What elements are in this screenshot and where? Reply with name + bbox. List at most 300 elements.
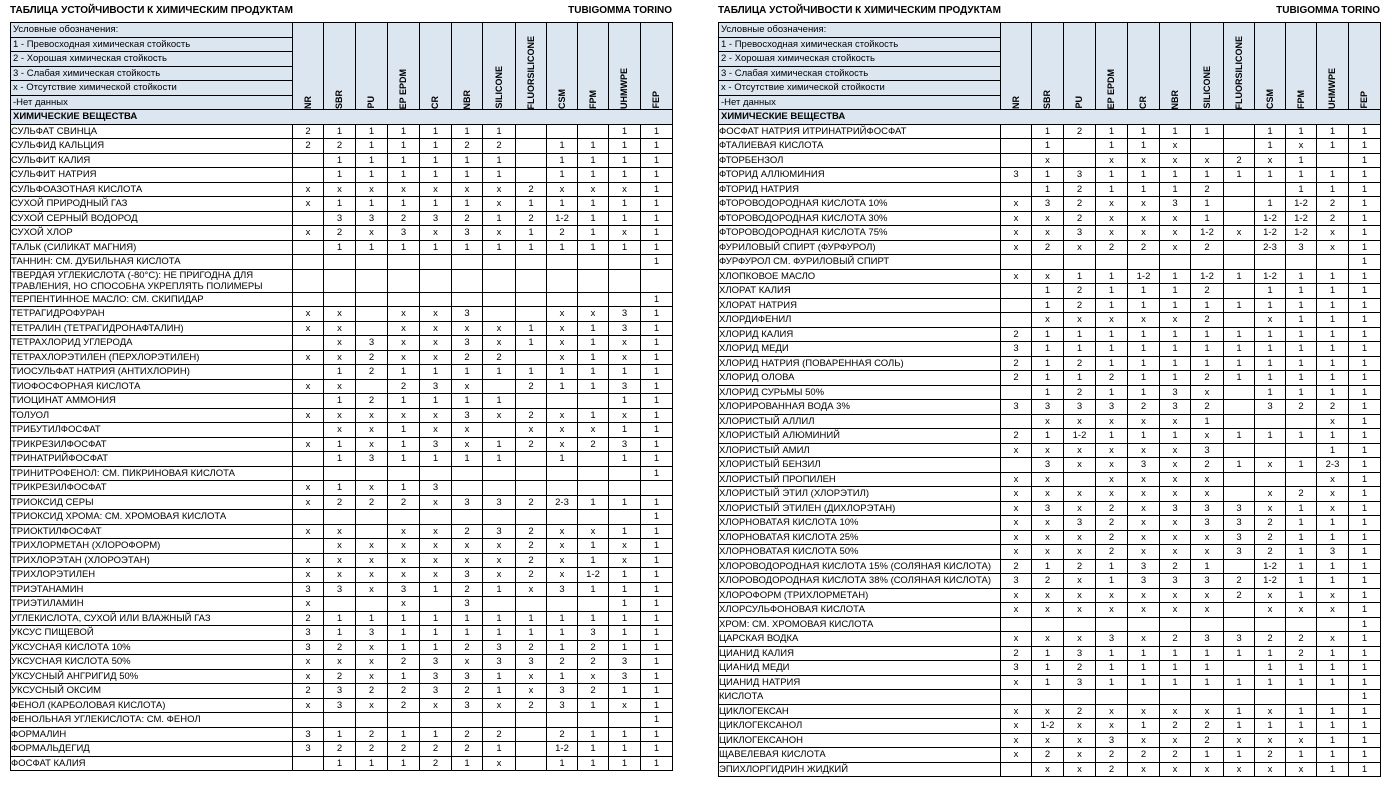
table-body xyxy=(719,124,1381,777)
rating-cell: 1 xyxy=(547,139,578,154)
rating-cell: 2 xyxy=(1255,516,1286,531)
rating-cell: 1 xyxy=(1349,356,1381,371)
rating-cell: 2 xyxy=(1191,182,1224,197)
rating-cell xyxy=(516,597,547,612)
rating-cell: 2 xyxy=(1286,646,1317,661)
rating-cell xyxy=(452,292,483,307)
rating-cell: 2 xyxy=(1224,588,1255,603)
rating-cell: x xyxy=(388,553,420,568)
chemical-name: ХЛОРИСТЫЙ ЭТИЛЕН (ДИХЛОРЭТАН) xyxy=(719,501,1001,516)
table-row xyxy=(719,327,1381,342)
rating-cell: 3 xyxy=(420,481,452,496)
chemical-name: ФЕНОЛЬНАЯ УГЛЕКИСЛОТА: СМ. ФЕНОЛ xyxy=(11,713,293,728)
rating-cell: 2 xyxy=(356,495,388,510)
rating-cell: x xyxy=(1128,211,1160,226)
rating-cell: x xyxy=(1160,762,1191,777)
rating-cell: 2 xyxy=(1064,211,1096,226)
rating-cell xyxy=(609,466,641,481)
rating-cell: 1 xyxy=(1349,530,1381,545)
rating-cell: x xyxy=(1128,443,1160,458)
table-row xyxy=(11,640,673,655)
panel-title: ТАБЛИЦА УСТОЙЧИВОСТИ К ХИМИЧЕСКИМ ПРОДУКТАМ xyxy=(10,5,293,16)
rating-cell: 1 xyxy=(1224,371,1255,386)
rating-cell xyxy=(516,742,547,757)
rating-cell: 1 xyxy=(1128,719,1160,734)
rating-cell: 2 xyxy=(1032,240,1064,255)
table-row xyxy=(11,727,673,742)
rating-cell: 1 xyxy=(483,168,516,183)
section-row xyxy=(11,110,673,125)
rating-cell: 1 xyxy=(1349,240,1381,255)
rating-cell: 3 xyxy=(1064,646,1096,661)
rating-cell: 2 xyxy=(388,698,420,713)
rating-cell: 1 xyxy=(641,365,673,380)
rating-cell: x xyxy=(356,481,388,496)
rating-cell: 3 xyxy=(1317,545,1349,560)
rating-cell: x xyxy=(293,437,324,452)
rating-cell: 1 xyxy=(1317,443,1349,458)
rating-cell: 1 xyxy=(578,408,609,423)
rating-cell xyxy=(1064,617,1096,632)
chemical-name: ТРИЭТИЛАМИН xyxy=(11,597,293,612)
rating-cell: 1 xyxy=(641,452,673,467)
rating-cell: 1 xyxy=(1349,429,1381,444)
table-row xyxy=(719,588,1381,603)
rating-cell: 2 xyxy=(578,437,609,452)
rating-cell: x xyxy=(1286,762,1317,777)
rating-cell: x xyxy=(1001,269,1032,284)
rating-cell: 1 xyxy=(578,379,609,394)
rating-cell xyxy=(1064,690,1096,705)
rating-cell xyxy=(578,713,609,728)
rating-cell: x xyxy=(1128,472,1160,487)
rating-cell: x xyxy=(516,684,547,699)
rating-cell: x xyxy=(1191,487,1224,502)
rating-cell: 1 xyxy=(388,394,420,409)
rating-cell: 1 xyxy=(1286,661,1317,676)
rating-cell: 1 xyxy=(1224,646,1255,661)
rating-cell: 1 xyxy=(1255,327,1286,342)
rating-cell: 1 xyxy=(1286,704,1317,719)
rating-cell: x xyxy=(1001,226,1032,241)
rating-cell: 1 xyxy=(1349,124,1381,139)
chemical-name: ХЛОРОВОДОРОДНАЯ КИСЛОТА 15% (СОЛЯНАЯ КИСЛОТА) xyxy=(719,559,1001,574)
rating-cell xyxy=(293,539,324,554)
rating-cell xyxy=(609,713,641,728)
rating-cell: x xyxy=(420,321,452,336)
rating-cell xyxy=(420,597,452,612)
table-row xyxy=(719,487,1381,502)
table-row xyxy=(719,501,1381,516)
rating-cell: x xyxy=(324,379,356,394)
rating-cell: 1 xyxy=(641,168,673,183)
rating-cell xyxy=(1032,690,1064,705)
rating-cell: x xyxy=(1317,226,1349,241)
rating-cell xyxy=(293,423,324,438)
rating-cell xyxy=(1224,284,1255,299)
chemical-name: СУХОЙ ХЛОР xyxy=(11,226,293,241)
rating-cell: 3 xyxy=(1001,342,1032,357)
rating-cell xyxy=(641,269,673,292)
rating-cell xyxy=(1255,414,1286,429)
chemical-name: ЦИАНИД КАЛИЯ xyxy=(719,646,1001,661)
rating-cell: 3 xyxy=(1064,168,1096,183)
rating-cell: x xyxy=(293,226,324,241)
rating-cell: 2 xyxy=(1317,211,1349,226)
rating-cell xyxy=(388,255,420,270)
rating-cell: x xyxy=(1191,545,1224,560)
rating-cell xyxy=(1286,690,1317,705)
rating-cell: 1 xyxy=(1317,762,1349,777)
rating-cell: 2 xyxy=(420,742,452,757)
rating-cell: x xyxy=(324,423,356,438)
rating-cell: 3 xyxy=(1160,574,1191,589)
rating-cell: 1 xyxy=(641,307,673,322)
column-header: EP EPDM xyxy=(388,23,420,110)
rating-cell xyxy=(293,211,324,226)
rating-cell: 1 xyxy=(516,226,547,241)
rating-cell: 2 xyxy=(516,211,547,226)
rating-cell: 2 xyxy=(1191,240,1224,255)
rating-cell: 3 xyxy=(1224,545,1255,560)
rating-cell: 2 xyxy=(1096,530,1128,545)
rating-cell: x xyxy=(420,568,452,583)
rating-cell: x xyxy=(1255,458,1286,473)
rating-cell: 2 xyxy=(356,350,388,365)
rating-cell: 1 xyxy=(1032,124,1064,139)
chemical-name: ФОСФАТ КАЛИЯ xyxy=(11,756,293,771)
rating-cell: 1 xyxy=(1255,646,1286,661)
rating-cell xyxy=(483,307,516,322)
rating-cell: 1 xyxy=(1128,371,1160,386)
rating-cell: 1 xyxy=(1349,269,1381,284)
rating-cell: x xyxy=(1064,632,1096,647)
rating-cell xyxy=(293,240,324,255)
rating-cell: 1 xyxy=(641,495,673,510)
rating-cell: 1 xyxy=(609,640,641,655)
column-header: FLUORSILICONE xyxy=(516,23,547,110)
rating-cell: 1 xyxy=(1160,284,1191,299)
chemical-name: ЦИКЛОГЕКСАНОЛ xyxy=(719,719,1001,734)
rating-cell: 2 xyxy=(293,684,324,699)
rating-cell: 1 xyxy=(1286,153,1317,168)
rating-cell: 1 xyxy=(547,640,578,655)
rating-cell: 1 xyxy=(641,240,673,255)
rating-cell: x xyxy=(1001,719,1032,734)
column-header: UHMWPE xyxy=(609,23,641,110)
rating-cell: 2 xyxy=(356,742,388,757)
chemical-name: ТРИОКТИЛФОСФАТ xyxy=(11,524,293,539)
rating-cell: x xyxy=(1128,733,1160,748)
chemical-name: ТЕРПЕНТИННОЕ МАСЛО: СМ. СКИПИДАР xyxy=(11,292,293,307)
table-row xyxy=(11,365,673,380)
column-header: CR xyxy=(1128,23,1160,110)
rating-cell: 1 xyxy=(1349,168,1381,183)
rating-cell xyxy=(388,713,420,728)
rating-cell xyxy=(516,292,547,307)
rating-cell xyxy=(578,394,609,409)
rating-cell: 2 xyxy=(483,139,516,154)
rating-cell: 3 xyxy=(452,568,483,583)
chemical-name: ФОСФАТ НАТРИЯ ИТРИНАТРИЙФОСФАТ xyxy=(719,124,1001,139)
rating-cell: x xyxy=(1224,226,1255,241)
rating-cell: x xyxy=(293,568,324,583)
rating-cell: 2 xyxy=(516,437,547,452)
rating-cell: 1-2 xyxy=(1286,211,1317,226)
table-row xyxy=(11,481,673,496)
rating-cell: 1 xyxy=(1349,342,1381,357)
rating-cell: 1 xyxy=(1317,124,1349,139)
table-row xyxy=(11,226,673,241)
column-header: EP EPDM xyxy=(1096,23,1128,110)
rating-cell: 1 xyxy=(578,350,609,365)
chemical-name: СУХОЙ ПРИРОДНЫЙ ГАЗ xyxy=(11,197,293,212)
rating-cell: 2 xyxy=(1064,661,1096,676)
rating-cell: x xyxy=(1032,632,1064,647)
rating-cell: 1 xyxy=(641,197,673,212)
rating-cell: 1 xyxy=(1032,168,1064,183)
rating-cell xyxy=(578,466,609,481)
rating-cell: 2 xyxy=(1191,733,1224,748)
rating-cell: x xyxy=(609,182,641,197)
rating-cell xyxy=(547,510,578,525)
rating-cell: 3 xyxy=(356,211,388,226)
rating-cell xyxy=(356,510,388,525)
rating-cell: 1 xyxy=(452,240,483,255)
rating-cell xyxy=(516,350,547,365)
rating-cell: 1 xyxy=(1349,153,1381,168)
rating-cell: 2 xyxy=(1001,646,1032,661)
legend-item: x - Отсутствие химической стойкости xyxy=(719,81,1000,96)
rating-cell: x xyxy=(483,408,516,423)
rating-cell: x xyxy=(356,423,388,438)
rating-cell xyxy=(578,481,609,496)
rating-cell: 1 xyxy=(1191,559,1224,574)
column-header: FLUORSILICONE xyxy=(1224,23,1255,110)
chemical-name: ФЕНОЛ (КАРБОЛОВАЯ КИСЛОТА) xyxy=(11,698,293,713)
rating-cell: 2 xyxy=(1001,559,1032,574)
rating-cell xyxy=(356,292,388,307)
rating-cell: 1 xyxy=(1317,675,1349,690)
rating-cell: 1 xyxy=(1286,124,1317,139)
chemical-name: УГЛЕКИСЛОТА, СУХОЙ ИЛИ ВЛАЖНЫЙ ГАЗ xyxy=(11,611,293,626)
rating-cell: 1 xyxy=(1032,182,1064,197)
rating-cell: 1 xyxy=(483,124,516,139)
rating-cell: 2 xyxy=(1064,124,1096,139)
rating-cell xyxy=(1317,153,1349,168)
rating-cell: 2 xyxy=(516,379,547,394)
rating-cell: x xyxy=(1032,588,1064,603)
rating-cell: 2 xyxy=(388,211,420,226)
table-row xyxy=(11,182,673,197)
rating-cell: 1 xyxy=(1286,327,1317,342)
rating-cell: 2 xyxy=(516,698,547,713)
table-row xyxy=(719,240,1381,255)
table-row xyxy=(11,197,673,212)
rating-cell: x xyxy=(293,182,324,197)
rating-cell: 3 xyxy=(1032,400,1064,415)
rating-cell: 3 xyxy=(452,669,483,684)
panel-title: ТАБЛИЦА УСТОЙЧИВОСТИ К ХИМИЧЕСКИМ ПРОДУКТАМ xyxy=(718,5,1001,16)
chemical-name: ХЛОРИРОВАННАЯ ВОДА 3% xyxy=(719,400,1001,415)
rating-cell: x xyxy=(1032,472,1064,487)
rating-cell xyxy=(1096,617,1128,632)
rating-cell: 1 xyxy=(641,350,673,365)
rating-cell: 2 xyxy=(1064,559,1096,574)
rating-cell xyxy=(293,510,324,525)
rating-cell: 2 xyxy=(1096,501,1128,516)
rating-cell: x xyxy=(1255,733,1286,748)
rating-cell: 1 xyxy=(1255,385,1286,400)
rating-cell: x xyxy=(1032,530,1064,545)
rating-cell: 1 xyxy=(1128,168,1160,183)
rating-cell: 2 xyxy=(1064,197,1096,212)
chemical-name: ЦИАНИД МЕДИ xyxy=(719,661,1001,676)
rating-cell: 1 xyxy=(1064,269,1096,284)
rating-cell: 1 xyxy=(1317,559,1349,574)
rating-cell: x xyxy=(324,307,356,322)
rating-cell: x xyxy=(483,756,516,771)
rating-cell xyxy=(516,727,547,742)
rating-cell: 1 xyxy=(641,568,673,583)
column-header: PU xyxy=(1064,23,1096,110)
rating-cell xyxy=(356,307,388,322)
rating-cell: 3 xyxy=(452,307,483,322)
rating-cell: x xyxy=(1064,443,1096,458)
rating-cell: x xyxy=(547,553,578,568)
rating-cell: 2 xyxy=(1191,371,1224,386)
rating-cell: 1 xyxy=(1255,298,1286,313)
rating-cell: x xyxy=(356,408,388,423)
rating-cell: 3 xyxy=(356,626,388,641)
rating-cell: 1 xyxy=(1191,211,1224,226)
rating-cell: 3 xyxy=(452,336,483,351)
chemical-name: СУЛЬФИТ НАТРИЯ xyxy=(11,168,293,183)
column-header: NR xyxy=(293,23,324,110)
rating-cell: x xyxy=(1255,313,1286,328)
rating-cell: 1 xyxy=(641,437,673,452)
chemical-name: ХЛОРИД НАТРИЯ (ПОВАРЕННАЯ СОЛЬ) xyxy=(719,356,1001,371)
table-row xyxy=(719,719,1381,734)
chemical-name: ХЛОРИСТЫЙ АЛЮМИНИЙ xyxy=(719,429,1001,444)
rating-cell: 2 xyxy=(324,495,356,510)
rating-cell: 3 xyxy=(1160,501,1191,516)
rating-cell: 1 xyxy=(1191,661,1224,676)
rating-cell xyxy=(452,466,483,481)
rating-cell: 3 xyxy=(1064,226,1096,241)
rating-cell: 1 xyxy=(641,727,673,742)
rating-cell xyxy=(420,292,452,307)
rating-cell: 2 xyxy=(452,139,483,154)
rating-cell: 1 xyxy=(1286,313,1317,328)
chemical-name: ХЛОРОВОДОРОДНАЯ КИСЛОТА 38% (СОЛЯНАЯ КИСЛОТА) xyxy=(719,574,1001,589)
rating-cell: 1 xyxy=(1286,168,1317,183)
rating-cell xyxy=(1286,414,1317,429)
rating-cell: 1 xyxy=(1224,429,1255,444)
rating-cell: x xyxy=(516,582,547,597)
rating-cell: 1 xyxy=(1191,414,1224,429)
rating-cell: x xyxy=(356,655,388,670)
chemical-name: ХЛОРАТ КАЛИЯ xyxy=(719,284,1001,299)
rating-cell: x xyxy=(547,539,578,554)
rating-cell xyxy=(452,269,483,292)
rating-cell: 1 xyxy=(1317,284,1349,299)
rating-cell: 1 xyxy=(1160,371,1191,386)
rating-cell: x xyxy=(1128,545,1160,560)
rating-cell xyxy=(293,153,324,168)
rating-cell: 2 xyxy=(516,553,547,568)
resistance-table xyxy=(718,22,1381,777)
rating-cell xyxy=(1224,414,1255,429)
rating-cell: 1 xyxy=(1317,516,1349,531)
rating-cell xyxy=(452,510,483,525)
chemical-name: ТРИОКСИД ХРОМА: СМ. ХРОМОВАЯ КИСЛОТА xyxy=(11,510,293,525)
rating-cell: 2 xyxy=(1096,516,1128,531)
rating-cell: x xyxy=(1191,385,1224,400)
rating-cell: 1 xyxy=(1317,327,1349,342)
rating-cell: 2 xyxy=(1255,530,1286,545)
rating-cell: 1 xyxy=(578,197,609,212)
rating-cell: 3 xyxy=(420,437,452,452)
rating-cell: 1 xyxy=(1317,269,1349,284)
rating-cell: 1 xyxy=(1317,704,1349,719)
rating-cell: 3 xyxy=(293,727,324,742)
rating-cell xyxy=(1001,139,1032,154)
rating-cell: x xyxy=(324,321,356,336)
table-row xyxy=(719,675,1381,690)
table-row xyxy=(719,617,1381,632)
column-header: SILICONE xyxy=(1191,23,1224,110)
rating-cell: 1 xyxy=(641,626,673,641)
rating-cell xyxy=(388,269,420,292)
rating-cell: x xyxy=(1032,516,1064,531)
rating-cell: 1 xyxy=(1191,197,1224,212)
rating-cell: 3 xyxy=(578,626,609,641)
rating-cell xyxy=(1224,385,1255,400)
rating-cell: x xyxy=(547,321,578,336)
rating-cell: x xyxy=(1160,458,1191,473)
rating-cell: 3 xyxy=(609,655,641,670)
rating-cell: 2 xyxy=(1128,400,1160,415)
rating-cell: 1 xyxy=(420,626,452,641)
rating-cell: 1 xyxy=(609,626,641,641)
chemical-name: ТИОЦИНАТ АММОНИЯ xyxy=(11,394,293,409)
column-header: FEP xyxy=(641,23,673,110)
rating-cell xyxy=(452,713,483,728)
rating-cell: 1 xyxy=(483,626,516,641)
rating-cell: 1 xyxy=(578,240,609,255)
rating-cell xyxy=(324,292,356,307)
chemical-name: ХЛОРНОВАТАЯ КИСЛОТА 25% xyxy=(719,530,1001,545)
rating-cell: 1 xyxy=(641,211,673,226)
rating-cell: 2 xyxy=(452,524,483,539)
table-row xyxy=(11,568,673,583)
rating-cell xyxy=(1224,313,1255,328)
rating-cell: 1 xyxy=(1160,429,1191,444)
rating-cell: x xyxy=(1032,704,1064,719)
rating-cell: x xyxy=(420,408,452,423)
rating-cell: 1 xyxy=(547,611,578,626)
rating-cell: x xyxy=(1032,443,1064,458)
rating-cell: 1 xyxy=(1255,284,1286,299)
rating-cell: x xyxy=(483,321,516,336)
rating-cell: x xyxy=(356,568,388,583)
rating-cell: x xyxy=(578,307,609,322)
rating-cell xyxy=(293,756,324,771)
rating-cell: x xyxy=(356,539,388,554)
rating-cell: 1 xyxy=(1160,646,1191,661)
chemical-name: УКСУСНАЯ КИСЛОТА 50% xyxy=(11,655,293,670)
